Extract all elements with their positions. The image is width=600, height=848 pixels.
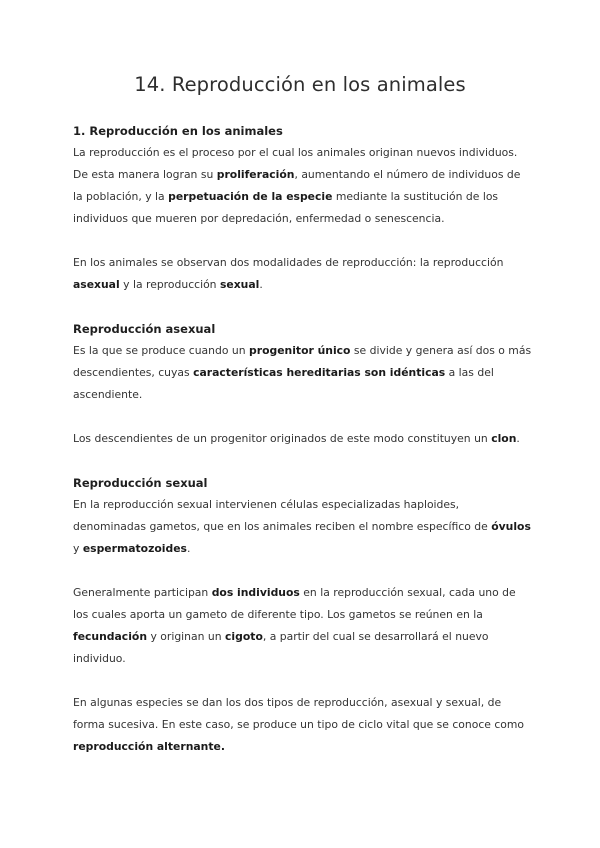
section-heading-sexual: Reproducción sexual bbox=[73, 476, 208, 490]
paragraph-fecundacion: Generalmente participan dos individuos en la reproducción sexual, cada uno de los cuales aporta un gameto de diferente tipo. Los gametos se reúnen en la fecundación y originan un cigoto, a partir del cual se desarrollará el nuevo individuo. bbox=[73, 586, 516, 665]
paragraph-gametos: En la reproducción sexual intervienen células especializadas haploides, denominadas gametos, que en los animales reciben el nombre específico de óvulos y espermatozoides. bbox=[73, 498, 531, 555]
paragraph-definition: La reproducción es el proceso por el cual los animales originan nuevos individuos. De esta manera logran su proliferación, aumentando el número de individuos de la población, y la perpetuación de la especie mediante la sustitución de los individuos que mueren por depredación, enfermedad o senescencia. bbox=[73, 146, 521, 225]
paragraph-alternante: En algunas especies se dan los dos tipos de reproducción, asexual y sexual, de forma sucesiva. En este caso, se produce un tipo de ciclo vital que se conoce como reproducción alternante. bbox=[73, 696, 525, 753]
paragraph-modalidades: En los animales se observan dos modalidades de reproducción: la reproducción asexual y la reproducción sexual. bbox=[73, 256, 504, 291]
paragraph-clon: Los descendientes de un progenitor originados de este modo constituyen un clon. bbox=[73, 432, 520, 445]
page-title: 14. Reproducción en los animales bbox=[134, 73, 466, 96]
document-body bbox=[73, 120, 533, 758]
paragraph-asexual-definition: Es la que se produce cuando un progenitor único se divide y genera así dos o más descendientes, cuyas características hereditarias son idénticas a las del ascendiente. bbox=[73, 344, 532, 401]
section-heading-asexual: Reproducción asexual bbox=[73, 322, 216, 336]
section-heading-reproduccion: 1. Reproducción en los animales bbox=[73, 124, 283, 138]
